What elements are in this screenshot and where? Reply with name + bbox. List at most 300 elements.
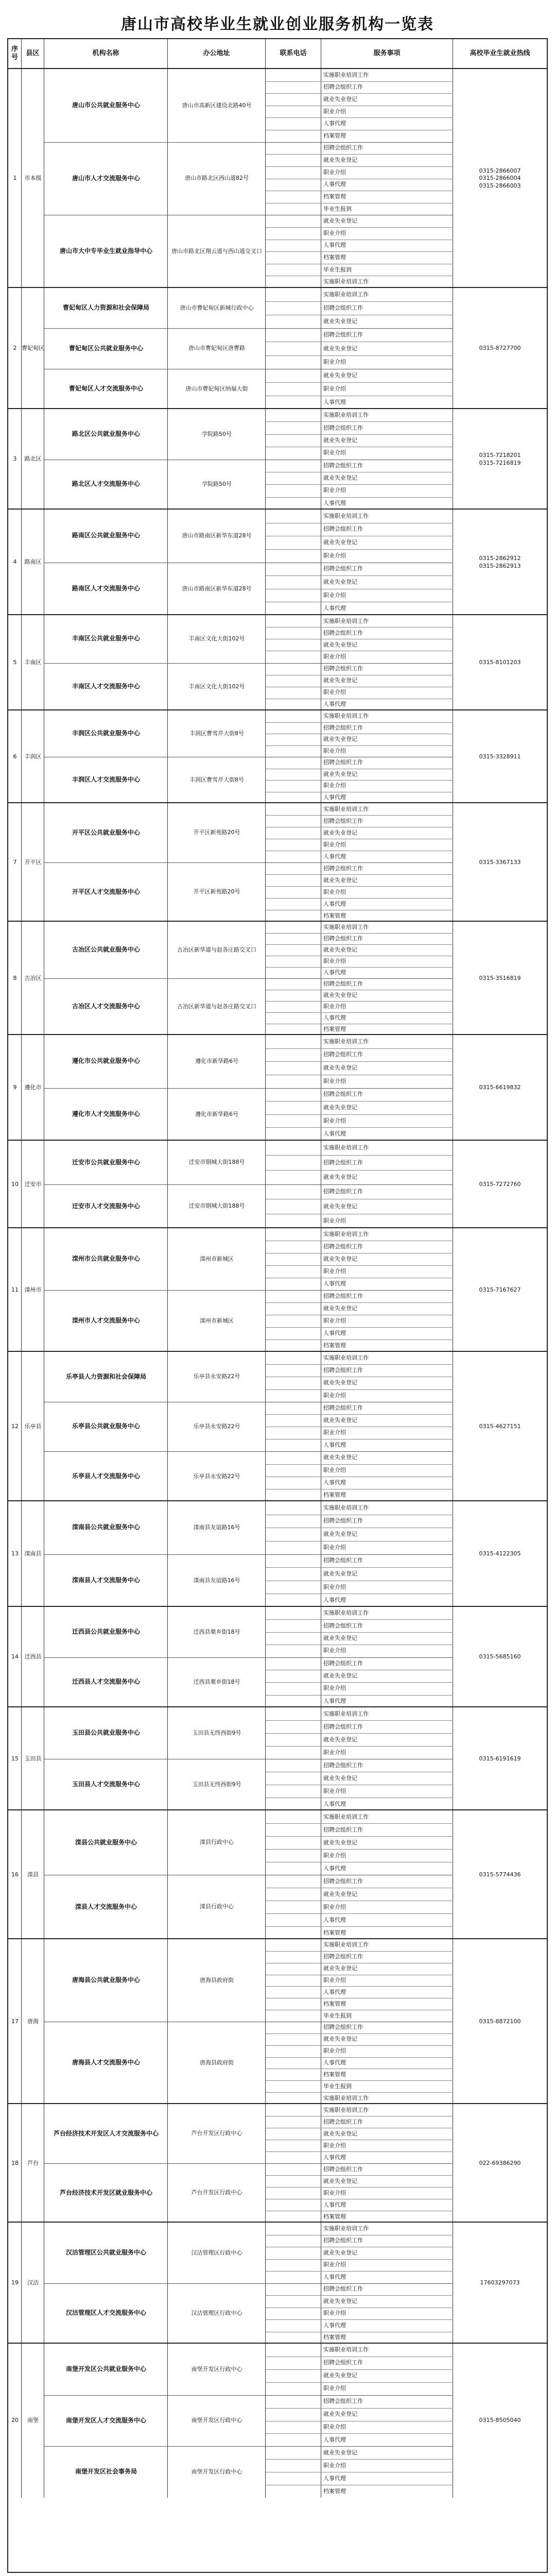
region-district: 迁西县 [24, 1653, 42, 1660]
org-name: 曹妃甸区人力资源和社会保障局 [62, 304, 149, 312]
region-row [8, 1810, 547, 1939]
region-hotline: 0315-5685160 [479, 1653, 521, 1660]
org-name: 路南区公共就业服务中心 [72, 532, 140, 539]
org-address: 迁西县栗乡街18号 [193, 1628, 240, 1635]
org-name: 唐山市公共就业服务中心 [72, 101, 140, 109]
service-item: 就业失业登记 [323, 2372, 357, 2379]
region-district: 曹妃甸区 [22, 345, 44, 352]
org-name: 路北区人才交流服务中心 [72, 480, 140, 488]
service-item: 人事代理 [323, 398, 346, 405]
service-item: 实施职业培训工作 [323, 2106, 369, 2113]
sub-row-separator [266, 497, 453, 498]
header-no: 序号 [8, 39, 22, 68]
sub-row-separator [266, 2408, 453, 2409]
service-item: 人事代理 [323, 2436, 346, 2443]
sub-row-separator [266, 886, 453, 887]
service-item: 档案管理 [323, 132, 346, 139]
service-item: 招聘会组织工作 [323, 1557, 363, 1564]
org-name: 丰润区公共就业服务中心 [72, 730, 140, 737]
region-row [8, 1939, 547, 2104]
service-item: 人事代理 [323, 1014, 346, 1021]
service-item: 职业介绍 [323, 1117, 346, 1124]
sub-row-separator [266, 2045, 453, 2046]
service-item: 职业介绍 [323, 2047, 346, 2055]
service-item: 就业失业登记 [323, 1256, 357, 1262]
org-name: 汉沽管理区公共就业服务中心 [65, 2248, 146, 2256]
region-number: 17 [11, 2018, 19, 2025]
org-address: 迁安市钢城大街188号 [188, 1202, 245, 1210]
org-address: 南堡开发区行政中心 [191, 2365, 242, 2372]
sub-row-separator [266, 1327, 453, 1328]
region-row [8, 1707, 547, 1810]
org-name: 滦县人才交流服务中心 [75, 1903, 137, 1910]
service-item: 就业失业登记 [323, 1774, 357, 1782]
region-hotline: 0315-8727700 [479, 345, 521, 352]
service-item: 人事代理 [323, 969, 346, 976]
region-number: 11 [11, 1286, 19, 1293]
region-district: 开平区 [24, 858, 42, 866]
org-address: 乐亭县永安路22号 [193, 1422, 240, 1430]
service-item: 职业介绍 [323, 1392, 346, 1399]
sub-row-separator [266, 117, 453, 118]
service-item: 就业失业登记 [323, 1379, 357, 1386]
region-hotline: 022-69386290 [479, 2159, 521, 2166]
service-item: 就业失业登记 [323, 539, 357, 546]
sub-row-separator [266, 2459, 453, 2460]
region-hotline: 0315-7167627 [479, 1286, 521, 1293]
region-row [8, 1035, 547, 1141]
service-item: 人事代理 [323, 793, 346, 801]
service-item: 职业介绍 [323, 1787, 346, 1794]
service-item: 实施职业培训工作 [323, 1813, 369, 1820]
region-district: 路北区 [24, 455, 42, 463]
sub-row-separator [266, 251, 453, 252]
service-item: 职业介绍 [323, 2261, 346, 2268]
sub-row-separator [266, 421, 453, 422]
service-item: 人事代理 [323, 1330, 346, 1336]
region-district: 市本级 [24, 175, 42, 182]
region-number: 13 [11, 1550, 19, 1557]
service-item: 就业失业登记 [323, 677, 357, 684]
service-item: 实施职业培训工作 [323, 1504, 369, 1511]
service-item: 人事代理 [323, 181, 346, 188]
service-item: 实施职业培训工作 [323, 1609, 369, 1617]
region-district: 路南区 [24, 558, 42, 566]
service-item: 人事代理 [323, 1280, 346, 1287]
sub-row-separator [266, 1061, 453, 1062]
service-item: 职业介绍 [323, 2385, 346, 2392]
sub-row-separator [266, 1926, 453, 1927]
org-name: 乐亭县公共就业服务中心 [72, 1422, 140, 1430]
sub-row-separator [266, 1048, 453, 1049]
service-item: 人事代理 [323, 1442, 346, 1449]
service-item: 实施职业培训工作 [323, 1038, 369, 1045]
document-title: 唐山市高校毕业生就业创业服务机构一览表 [121, 15, 434, 33]
sub-row-separator [266, 355, 453, 356]
sub-row-separator [266, 1389, 453, 1390]
service-item: 人事代理 [323, 1479, 346, 1486]
service-item: 职业介绍 [323, 1544, 346, 1551]
service-item: 就业失业登记 [323, 2297, 357, 2304]
service-item: 职业介绍 [323, 1903, 346, 1910]
service-item: 就业失业登记 [323, 371, 357, 379]
service-item: 毕业生报到 [323, 205, 352, 212]
service-item: 职业介绍 [323, 1749, 346, 1756]
region-row [8, 1228, 547, 1352]
region-row [8, 1352, 547, 1501]
service-item: 实施职业培训工作 [323, 2225, 369, 2232]
org-address: 唐山市路南区新华东道28号 [182, 532, 252, 539]
org-address: 唐山市曹妃甸区新城行政中心 [180, 304, 254, 312]
org-name: 开平区公共就业服务中心 [72, 828, 140, 836]
sub-row-separator [266, 944, 453, 945]
service-item: 就业失业登记 [323, 1965, 357, 1972]
service-item: 就业失业登记 [323, 1064, 357, 1072]
service-item: 招聘会组织工作 [323, 1293, 363, 1299]
sub-row-separator [266, 1414, 453, 1415]
org-address: 南堡开发区行政中心 [191, 2468, 242, 2475]
service-item: 招聘会组织工作 [323, 2359, 363, 2366]
service-item: 职业介绍 [323, 653, 346, 660]
sub-row-separator [266, 434, 453, 435]
service-item: 实施职业培训工作 [323, 278, 369, 285]
region-district: 遵化市 [24, 1084, 42, 1091]
service-item: 人事代理 [323, 1988, 346, 1995]
service-item: 职业介绍 [323, 2189, 346, 2196]
service-item: 就业失业登记 [323, 1202, 357, 1210]
sub-row-separator [266, 1302, 453, 1303]
service-item: 就业失业登记 [323, 1531, 357, 1538]
sub-row-separator [266, 1001, 453, 1002]
region-hotline: 0315-3516819 [479, 974, 521, 981]
sub-row-separator [266, 1986, 453, 1987]
org-address: 唐山市曹妃甸区唐曹路 [188, 345, 245, 352]
service-item: 职业介绍 [323, 1852, 346, 1859]
service-item: 人事代理 [323, 1916, 346, 1923]
region-hotline: 0315-5774436 [479, 1871, 521, 1878]
service-item: 实施职业培训工作 [323, 617, 369, 624]
sub-row-separator [266, 1567, 453, 1568]
service-item: 就业失业登记 [323, 2411, 357, 2418]
org-name: 路北区公共就业服务中心 [72, 430, 140, 437]
service-item: 就业失业登记 [323, 157, 357, 164]
service-item: 人事代理 [323, 1697, 346, 1704]
service-item: 人事代理 [323, 1865, 346, 1872]
service-item: 实施职业培训工作 [323, 1231, 369, 1238]
sub-row-separator [266, 2369, 453, 2370]
org-name: 滦州市人才交流服务中心 [72, 1317, 140, 1325]
org-name: 迁西县人才交流服务中心 [72, 1678, 140, 1686]
sub-row-separator [266, 1695, 453, 1696]
sub-row-separator [266, 2433, 453, 2434]
sub-row-separator [266, 166, 453, 167]
service-item: 职业介绍 [323, 1077, 346, 1084]
service-item: 人事代理 [323, 605, 346, 612]
service-item: 招聘会组织工作 [323, 1761, 363, 1769]
sub-row-separator [266, 1464, 453, 1465]
service-item: 人事代理 [323, 2475, 346, 2482]
org-address: 汉沽管理区行政中心 [191, 2249, 242, 2256]
sub-row-separator [266, 203, 453, 204]
region-hotline: 0315-6619832 [479, 1084, 521, 1091]
region-number: 19 [11, 2279, 19, 2286]
region-hotline: 0315-4122305 [479, 1550, 521, 1557]
region-hotline: 17603297073 [480, 2279, 520, 2286]
service-item: 职业介绍 [323, 1317, 346, 1324]
org-name: 芦台经济技术开发区人才交流服务中心 [53, 2129, 159, 2137]
service-item: 招聘会组织工作 [323, 1953, 363, 1960]
org-address: 乐亭县永安路22号 [193, 1373, 240, 1380]
org-name: 玉田县公共就业服务中心 [72, 1729, 140, 1737]
service-item: 人事代理 [323, 1597, 346, 1604]
org-address: 滦南县友谊路16号 [193, 1524, 240, 1531]
sub-row-separator [266, 1364, 453, 1365]
service-item: 招聘会组织工作 [323, 1367, 363, 1374]
service-item: 招聘会组织工作 [323, 83, 363, 91]
region-row [8, 69, 547, 288]
service-item: 职业介绍 [323, 1466, 346, 1473]
region-row [8, 288, 547, 409]
service-item: 就业失业登记 [323, 829, 357, 836]
org-name: 曹妃甸区人才交流服务中心 [68, 385, 143, 393]
service-item: 职业介绍 [323, 2142, 346, 2149]
sub-row-separator [266, 1114, 453, 1115]
sub-row-separator [266, 227, 453, 228]
org-name: 滦县公共就业服务中心 [75, 1838, 137, 1846]
service-item: 招聘会组织工作 [323, 144, 363, 151]
org-name: 古冶区公共就业服务中心 [72, 946, 140, 954]
service-item: 职业介绍 [323, 385, 346, 392]
sub-row-separator [266, 780, 453, 781]
sub-row-separator [266, 2382, 453, 2383]
org-address: 开平区新苑路20号 [193, 829, 240, 836]
service-item: 招聘会组织工作 [323, 526, 363, 533]
sub-row-separator [266, 1720, 453, 1721]
service-item: 实施职业培训工作 [323, 291, 369, 298]
org-name: 丰南区公共就业服务中心 [72, 635, 140, 642]
sub-row-separator [266, 2295, 453, 2296]
org-address: 汉沽管理区行政中心 [191, 2310, 242, 2317]
org-address: 丰润区曹雪芹大街8号 [189, 730, 244, 737]
region-hotline: 0315-6191619 [479, 1755, 521, 1762]
header-hotline: 高校毕业生就业热线 [470, 49, 530, 57]
org-name: 迁西县公共就业服务中心 [72, 1628, 140, 1635]
sub-row-separator [266, 2319, 453, 2320]
service-item: 职业介绍 [323, 1583, 346, 1590]
org-name: 芦台经济技术开发区就业服务中心 [59, 2189, 152, 2196]
service-item: 招聘会组织工作 [323, 865, 363, 872]
region-district: 乐亭县 [24, 1422, 42, 1430]
service-item: 招聘会组织工作 [323, 724, 363, 731]
header-district: 县区 [22, 39, 44, 68]
region-district: 滦州市 [24, 1286, 42, 1293]
service-item: 毕业生报到 [323, 2012, 352, 2019]
service-item: 招聘会组织工作 [323, 1659, 363, 1667]
sub-row-separator [266, 484, 453, 485]
region-district: 丰南区 [24, 659, 42, 666]
region-hotline: 0315-3367133 [479, 858, 521, 866]
sub-row-separator [266, 898, 453, 899]
org-name: 滦南县人才交流服务中心 [72, 1576, 140, 1584]
region-row [8, 922, 547, 1035]
service-item: 毕业生报到 [323, 266, 352, 273]
org-address: 唐山市路南区新华东道28号 [182, 585, 252, 592]
service-item: 毕业生报到 [323, 2082, 352, 2090]
sub-row-separator [266, 1155, 453, 1156]
org-name: 古冶区人才交流服务中心 [72, 1003, 140, 1010]
region-number: 20 [11, 2417, 19, 2424]
service-item: 职业介绍 [323, 591, 346, 599]
region-district: 迁安市 [24, 1180, 42, 1188]
service-item: 招聘会组织工作 [323, 1877, 363, 1885]
org-address: 丰南区文化大街102号 [188, 683, 245, 690]
region-row [8, 2104, 547, 2223]
sub-row-separator [266, 93, 453, 94]
service-item: 就业失业登记 [323, 1672, 357, 1680]
sub-row-separator [266, 1849, 453, 1850]
service-item: 就业失业登记 [323, 217, 357, 225]
sub-row-separator [266, 745, 453, 746]
service-item: 就业失业登记 [323, 946, 357, 953]
org-address: 学院路50号 [202, 430, 232, 437]
service-item: 职业介绍 [323, 782, 346, 789]
service-item: 实施职业培训工作 [323, 412, 369, 419]
org-name: 唐海县公共就业服务中心 [72, 1976, 140, 1984]
region-district: 古冶区 [24, 974, 42, 981]
service-item: 招聘会组织工作 [323, 1243, 363, 1250]
org-name: 曹妃甸区公共就业服务中心 [68, 344, 143, 352]
org-name: 乐亭县人力资源和社会保障局 [65, 1372, 146, 1380]
service-item: 招聘会组织工作 [323, 2237, 363, 2244]
service-item: 招聘会组织工作 [323, 759, 363, 766]
service-item: 职业介绍 [323, 108, 346, 115]
service-item: 实施职业培训工作 [323, 713, 369, 720]
sub-row-separator [266, 1265, 453, 1266]
org-name: 迁安市公共就业服务中心 [72, 1158, 140, 1166]
service-item: 人事代理 [323, 2273, 346, 2280]
region-row [8, 710, 547, 803]
region-district: 汉沽 [27, 2279, 39, 2286]
service-item: 实施职业培训工作 [323, 1144, 369, 1151]
service-item: 档案管理 [323, 2071, 346, 2078]
service-item: 就业失业登记 [323, 1839, 357, 1846]
org-name: 遵化市人才交流服务中心 [72, 1110, 140, 1117]
service-table [7, 38, 548, 2573]
sub-row-separator [266, 967, 453, 968]
service-item: 就业失业登记 [323, 1634, 357, 1641]
sub-row-separator [266, 2033, 453, 2034]
service-item: 实施职业培训工作 [323, 1710, 369, 1717]
service-item: 实施职业培训工作 [323, 512, 369, 519]
service-item: 档案管理 [323, 2213, 346, 2220]
service-item: 职业介绍 [323, 1268, 346, 1275]
region-row [8, 615, 547, 710]
region-district: 南堡 [27, 2417, 39, 2424]
sub-row-separator [266, 1682, 453, 1683]
service-item: 就业失业登记 [323, 2177, 357, 2184]
service-item: 就业失业登记 [323, 1173, 357, 1180]
service-item: 档案管理 [323, 1491, 346, 1498]
service-item: 人事代理 [323, 2059, 346, 2066]
service-item: 实施职业培训工作 [323, 71, 369, 78]
sub-row-separator [266, 2092, 453, 2093]
service-item: 档案管理 [323, 1342, 346, 1349]
service-item: 就业失业登记 [323, 96, 357, 103]
org-address: 丰南区文化大街102号 [188, 635, 245, 642]
org-address: 滦州市新城区 [200, 1255, 234, 1262]
sub-row-separator [266, 627, 453, 628]
service-item: 就业失业登记 [323, 2449, 357, 2456]
sub-row-separator [266, 874, 453, 875]
service-item: 实施职业培训工作 [323, 805, 369, 812]
sub-row-separator [266, 1127, 453, 1128]
service-item: 招聘会组织工作 [323, 1159, 363, 1166]
org-name: 南堡开发区公共就业服务中心 [65, 2365, 146, 2373]
org-address: 滦州市新城区 [200, 1317, 234, 1324]
service-item: 职业介绍 [323, 229, 346, 236]
region-row [8, 803, 547, 922]
service-item: 就业失业登记 [323, 2249, 357, 2256]
sub-row-separator [266, 154, 453, 155]
service-item: 就业失业登记 [323, 1104, 357, 1111]
sub-row-separator [266, 1746, 453, 1747]
region-hotline: 0315-2866007 0315-2866004 0315-2866003 [479, 167, 521, 189]
service-item: 职业介绍 [323, 1647, 346, 1654]
region-row [8, 1141, 547, 1228]
service-item: 招聘会组织工作 [323, 817, 363, 824]
service-item: 招聘会组织工作 [323, 424, 363, 431]
region-district: 唐海 [27, 2018, 39, 2025]
org-name: 唐海县人才交流服务中心 [72, 2059, 140, 2066]
service-item: 招聘会组织工作 [323, 1622, 363, 1629]
region-number: 12 [11, 1422, 19, 1430]
service-item: 实施职业培训工作 [323, 924, 369, 930]
service-item: 人事代理 [323, 2154, 346, 2161]
service-item: 就业失业登记 [323, 318, 357, 325]
sub-row-separator [266, 1632, 453, 1633]
header-address: 办公地址 [168, 39, 266, 68]
service-item: 招聘会组织工作 [323, 935, 363, 942]
org-name: 汉沽管理区人才交流服务中心 [65, 2309, 146, 2317]
sub-row-separator [266, 933, 453, 934]
service-item: 人事代理 [323, 900, 346, 907]
org-address: 玉田县无终西街9号 [192, 1781, 241, 1788]
org-address: 芦台开发区行政中心 [191, 2189, 242, 2196]
service-item: 招聘会组织工作 [323, 2285, 363, 2293]
org-name: 迁安市人才交流服务中心 [72, 1202, 140, 1210]
sub-row-separator [266, 2271, 453, 2272]
service-item: 人事代理 [323, 1800, 346, 1807]
region-row [8, 510, 547, 615]
service-item: 职业介绍 [323, 689, 346, 696]
region-district: 丰润区 [24, 753, 42, 760]
org-name: 唐山市大中专毕业生就业指导中心 [59, 247, 152, 255]
region-number: 10 [11, 1180, 19, 1188]
sub-row-separator [266, 2080, 453, 2081]
table-header [8, 39, 547, 69]
sub-row-separator [266, 1170, 453, 1171]
header-service: 服务事项 [321, 39, 453, 68]
service-item: 人事代理 [323, 242, 346, 249]
service-item: 职业介绍 [323, 1003, 346, 1010]
service-item: 职业介绍 [323, 487, 346, 494]
service-item: 就业失业登记 [323, 1736, 357, 1743]
service-item: 就业失业登记 [323, 1305, 357, 1312]
service-item: 职业介绍 [323, 2462, 346, 2469]
service-item: 就业失业登记 [323, 1454, 357, 1461]
service-item: 人事代理 [323, 2321, 346, 2329]
org-address: 乐亭县永安路22号 [193, 1472, 240, 1480]
